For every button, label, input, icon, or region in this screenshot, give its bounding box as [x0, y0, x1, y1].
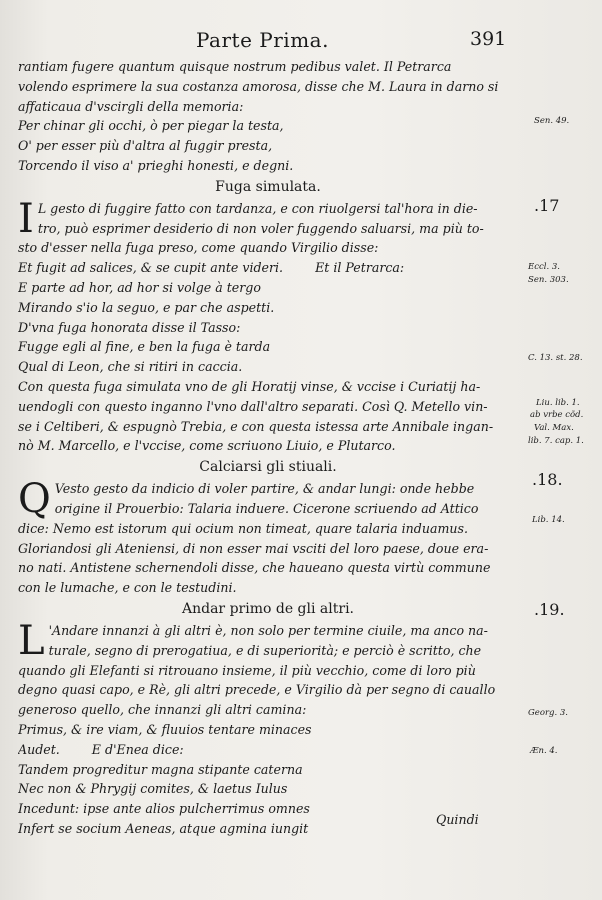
section-paragraph [18, 476, 518, 523]
section-paragraph [18, 617, 518, 664]
text-line: turale, segno di prerogatiua, e di superiorità; e perciò è scritto, che [48, 642, 482, 658]
text-line: D'vna fuga honorata disse il Tasso: [18, 319, 241, 335]
text-line: no nati. Antistene schernendoli disse, che haueano questa virtù commune [18, 560, 491, 576]
text-line: nò M. Marcello, e l'vccise, come scriuono Liuio, e Plutarco. [18, 438, 396, 454]
text-line: Gloriandosi gli Ateniensi, di non esser mai vsciti del loro paese, doue era- [18, 540, 489, 556]
verse-line: Mirando s'io la seguo, e par che aspetti. [18, 299, 275, 315]
margin-citation: Sen. 49. [534, 116, 570, 126]
margin-citation: Æn. 4. [530, 746, 558, 756]
body-text [18, 57, 518, 839]
section-heading: Andar primo de gli altri. [182, 600, 354, 617]
verse-line: Nec non & Phrygij comites, & laetus Iulus [18, 781, 288, 797]
margin-citation: Sen. 303. [528, 275, 569, 285]
page-header [0, 28, 602, 58]
section-number: .18. [532, 470, 563, 489]
verse-line: O' per esser più d'altra al fuggir presta, [18, 138, 273, 154]
text-line: affaticaua d'vscirgli della memoria: [18, 98, 244, 114]
text-line: generoso quello, che innanzi gli altri camina: [18, 702, 307, 718]
text-line: con le lumache, e con le testudini. [18, 580, 237, 596]
verse-line: E parte ad hor, ad hor si volge à tergo [18, 279, 261, 295]
verse-line: Primus, & ire viam, & fluuios tentare minaces [18, 721, 312, 737]
margin-citation: Val. Max. [534, 423, 574, 433]
drop-cap: Q [18, 476, 51, 523]
margin-citation: Eccl. 3. [528, 262, 560, 272]
verse-line: Incedunt: ipse ante alios pulcherrimus omnes [18, 801, 310, 817]
margin-citation: ab vrbe cõd. [530, 410, 584, 420]
drop-cap: L [18, 617, 45, 664]
text-line: 'Andare innanzi à gli altri è, non solo per termine ciuile, ma anco na- [48, 622, 488, 638]
section-paragraph [18, 195, 518, 242]
verse-line: Fugge egli al fine, e ben la fuga è tarda [18, 339, 271, 355]
text-line: L gesto di fuggire fatto con tardanza, e con riuolgersi tal'hora in die- [37, 200, 478, 216]
margin-citation: lib. 7. cap. 1. [528, 436, 584, 446]
verse-line: Qual di Leon, che si ritiri in caccia. [18, 359, 243, 375]
verse-line: Per chinar gli occhi, ò per piegar la testa, [18, 118, 284, 134]
verse-line: Audet. E d'Enea dice: [18, 741, 184, 757]
verse-line: Infert se socium Aeneas, atque agmina iungit [18, 820, 309, 836]
text-line: Vesto gesto da indicio di voler partire, & andar lungi: onde hebbe [54, 481, 475, 497]
section-number: .19. [534, 600, 565, 619]
section-heading: Calciarsi gli stiuali. [199, 459, 337, 476]
drop-cap: I [18, 195, 34, 242]
text-line: sto d'esser nella fuga preso, come quando Virgilio disse: [18, 240, 379, 256]
text-line: quando gli Elefanti si ritrouano insieme, il più vecchio, come di loro più [18, 662, 476, 678]
margin-citation: C. 13. st. 28. [528, 353, 583, 363]
text-line: uendogli con questo inganno l'vno dall'altro separati. Così Q. Metello vin- [18, 398, 488, 414]
text-line: tro, può esprimer desiderio di non voler fuggendo saluarsi, ma più to- [37, 220, 484, 236]
text-line: Con questa fuga simulata vno de gli Horatij vinse, & vccise i Curiatij ha- [18, 378, 481, 394]
section-heading: Fuga simulata. [215, 178, 321, 195]
running-head: Parte Prima. [196, 28, 329, 52]
text-line: dice: Nemo est istorum qui ocium non timeat, quare talaria induamus. [18, 520, 468, 536]
verse-line: Tandem progreditur magna stipante caterna [18, 761, 303, 777]
catchword: Quindi [436, 812, 479, 827]
text-line: Et fugit ad salices, & se cupit ante videri. Et il Petrarca: [18, 260, 405, 276]
margin-citation: Lib. 14. [532, 515, 565, 525]
page-number: 391 [470, 28, 507, 50]
section-number: .17 [534, 196, 560, 215]
margin-citation: Liu. lib. 1. [536, 398, 580, 408]
text-line: rantiam fugere quantum quisque nostrum pedibus valet. Il Petrarca [18, 59, 452, 74]
text-line: degno quasi capo, e Rè, gli altri precede, e Virgilio dà per segno di cauallo [18, 682, 496, 698]
text-line: se i Celtiberi, & espugnò Trebia, e con questa istessa arte Annibale ingan- [18, 418, 494, 434]
verse-line: Torcendo il viso a' prieghi honesti, e degni. [18, 157, 294, 173]
text-line: origine il Prouerbio: Talaria induere. Cicerone scriuendo ad Attico [54, 500, 479, 516]
margin-citation: Georg. 3. [528, 708, 568, 718]
text-line: volendo esprimere la sua costanza amorosa, disse che M. Laura in darno si [18, 78, 499, 94]
